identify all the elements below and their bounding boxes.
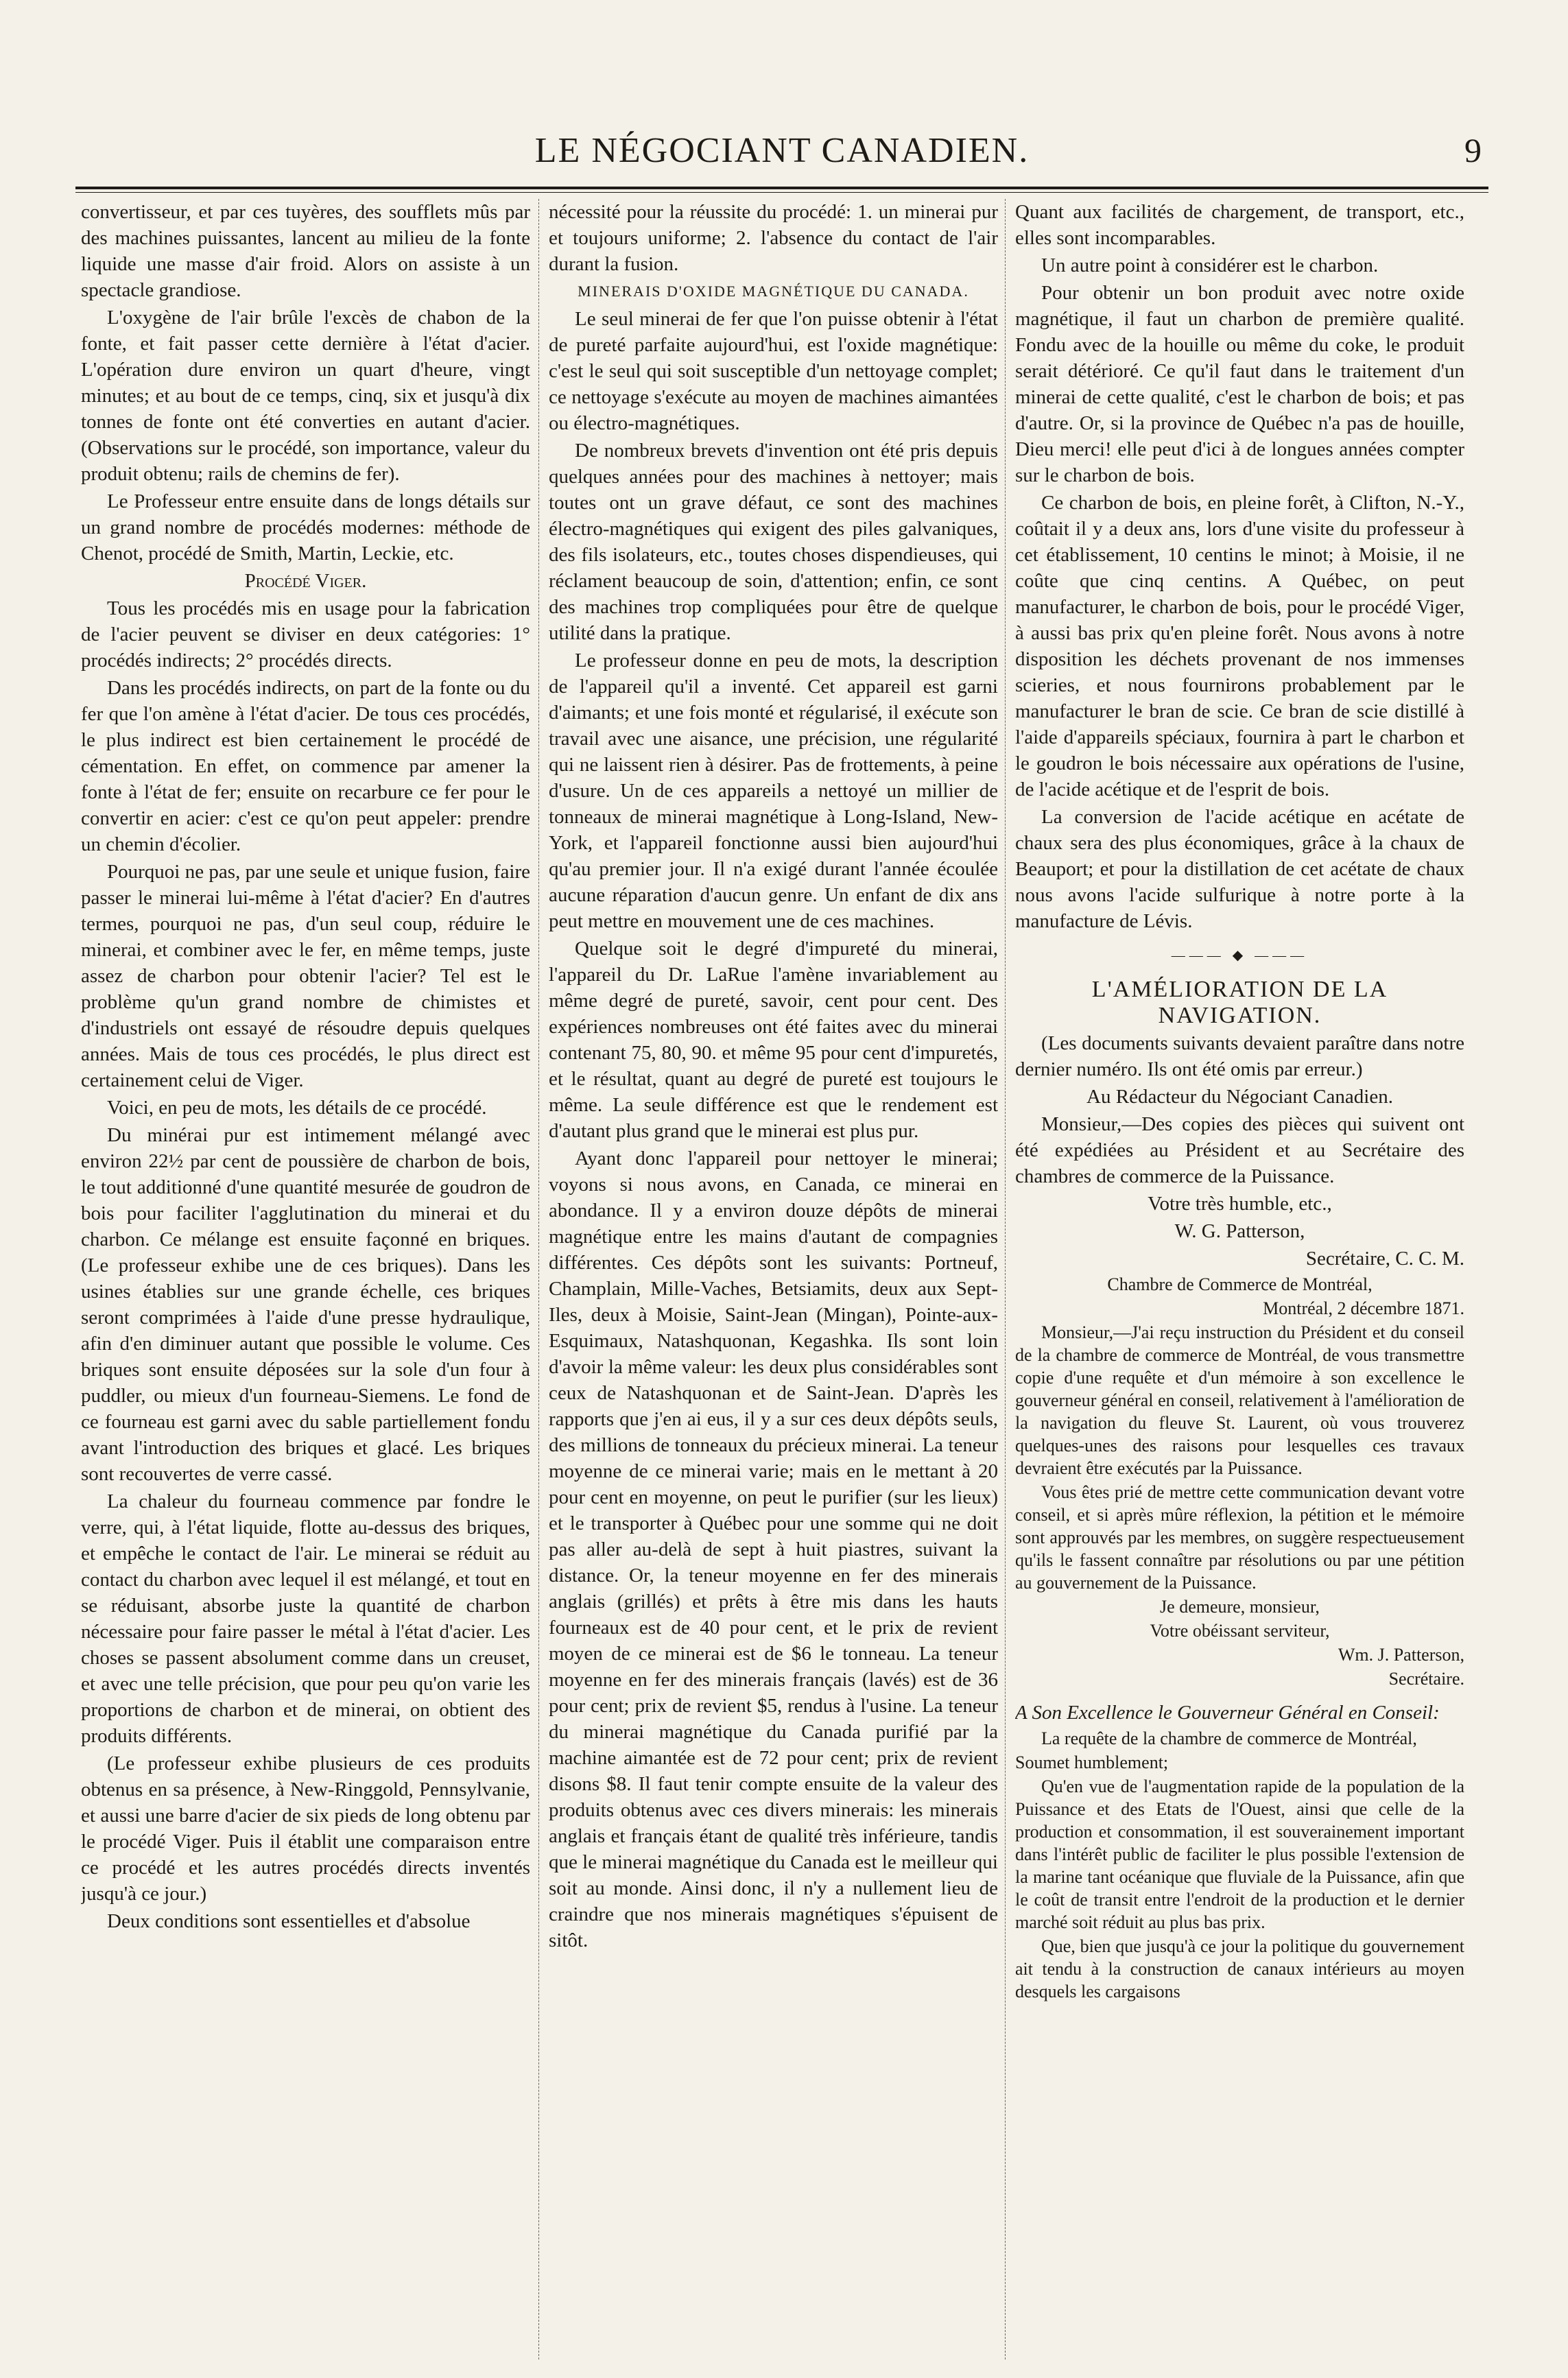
letter-signer-title: Secrétaire.	[1388, 1669, 1464, 1689]
page-number: 9	[1464, 131, 1482, 169]
petition-text: La requête de la chambre de commerce de Montréal,	[1041, 1728, 1417, 1748]
ornamental-divider: ——— ◆ ———	[1171, 948, 1309, 963]
petition-heading: Soumet humblement;	[1015, 1752, 1169, 1772]
paragraph: Deux conditions sont essentielles et d'absolue	[107, 1910, 471, 1932]
masthead-rule-thin	[75, 192, 1488, 193]
column-2	[549, 199, 998, 2359]
paragraph: L'oxygène de l'air brûle l'excès de chabon de la fonte, et fait passer cette dernière à l'état d'acier. L'opération dure environ un quart d'heure, vingt minutes; et au bout de ce temps, cinq, six et jusqu'à dix tonnes de fonte ont été converties en autant d'acier. (Observations sur le procédé, son importance, valeur du produit obtenu; rails de chemins de fer).	[81, 307, 530, 485]
letter-signer: Wm. J. Patterson,	[1338, 1645, 1464, 1665]
paragraph: Le Professeur entre ensuite dans de longs détails sur un grand nombre de procédés modernes: méthode de Chenot, procédé de Smith, Martin, Leckie, etc.	[81, 490, 530, 564]
letter-place: Chambre de Commerce de Montréal,	[1107, 1274, 1373, 1294]
letter-address: Au Rédacteur du Négociant Canadien.	[1086, 1086, 1393, 1108]
paragraph: La chaleur du fourneau commence par fondre le verre, qui, à l'état liquide, flotte au-dessus des briques, et empêche le contact de l'air. Le minerai se réduit au contact du charbon avec lequel il est mélangé, et tout en se réduisant, absorbe juste la quantité de charbon nécessaire pour faire passer le métal à l'état d'acier. Les choses se passent absolument comme dans un creuset, et avec une telle précision, que pour peu qu'on varie les proportions de charbon et de minerai, on obtient des produits différents.	[81, 1490, 530, 1747]
newspaper-title: LE NÉGOCIANT CANADIEN.	[534, 131, 1030, 170]
paragraph: Quant aux facilités de chargement, de transport, etc., elles sont incomparables.	[1015, 201, 1464, 249]
editor-note: (Les documents suivants devaient paraître dans notre dernier numéro. Ils ont été omis par erreur.)	[1015, 1032, 1464, 1080]
letter-closing: Votre obéissant serviteur,	[1150, 1621, 1330, 1641]
paragraph: nécessité pour la réussite du procédé: 1. un minerai pur et toujours uniforme; 2. l'absence du contact de l'air durant la fusion.	[549, 201, 998, 275]
letter-closing: Votre très humble, etc.,	[1148, 1193, 1332, 1215]
paragraph: La conversion de l'acide acétique en acétate de chaux sera des plus économiques, grâce à la chaux de Beauport; et pour la distillation de cet acétate de chaux nous avons l'acide sulfurique à notre porte à la manufacture de Lévis.	[1015, 806, 1464, 932]
petition-text: Que, bien que jusqu'à ce jour la politique du gouvernement ait tendu à la construction de canaux intérieurs au moyen desquels les cargaisons	[1015, 1936, 1464, 2001]
column-1	[81, 199, 530, 2359]
letter-body: Monsieur,—J'ai reçu instruction du Président et du conseil de la chambre de commerce de Montréal, de vous transmettre copie d'une requête et d'un mémoire à son excellence le gouverneur général en conseil, relativement à l'amélioration de la navigation du fleuve St. Laurent, où vous trouverez quelques-unes des raisons pour lesquelles ces travaux devraient être exécutés par la Puissance.	[1015, 1322, 1464, 1478]
letter-date: Montréal, 2 décembre 1871.	[1263, 1298, 1464, 1318]
paragraph: (Le professeur exhibe plusieurs de ces produits obtenus en sa présence, à New-Ringgold, Pennsylvanie, et aussi une barre d'acier de six pieds de long obtenu par le procédé Viger. Puis il établit une comparaison entre ce procédé et les autres procédés directs inventés jusqu'à ce jour.)	[81, 1752, 530, 1905]
section-title: L'AMÉLIORATION DE LA NAVIGATION.	[1091, 977, 1388, 1028]
petition-address: A Son Excellence le Gouverneur Général en Conseil:	[1015, 1702, 1440, 1724]
paragraph: Dans les procédés indirects, on part de la fonte ou du fer que l'on amène à l'état d'acier. De tous ces procédés, le plus indirect est bien certainement le procédé de cémentation. En effet, on commence par amener la fonte à l'état de fer; ensuite on recarbure ce fer pour le convertir en acier: c'est ce qu'on peut appeler: prendre un chemin d'écolier.	[81, 677, 530, 855]
paragraph: convertisseur, et par ces tuyères, des soufflets mûs par des machines puissantes, lancent au milieu de la fonte liquide une masse d'air froid. Alors on assiste à un spectacle grandiose.	[81, 201, 530, 301]
column-divider	[1005, 199, 1006, 2359]
section-heading: MINERAIS D'OXIDE MAGNÉTIQUE DU CANADA.	[578, 283, 969, 300]
column-3	[1015, 199, 1464, 2359]
letter-signer-title: Secrétaire, C. C. M.	[1305, 1248, 1464, 1270]
letter-body: Monsieur,—Des copies des pièces qui suivent ont été expédiées au Président et au Secrétaire des chambres de commerce de la Puissance.	[1015, 1113, 1464, 1187]
paragraph: Pourquoi ne pas, par une seule et unique fusion, faire passer le minerai lui-même à l'état d'acier? En d'autres termes, pourquoi ne pas, d'un seul coup, réduire le minerai, et combiner avec le fer, en même temps, juste assez de charbon pour obtenir l'acier? Tel est le problème qu'un grand nombre de chimistes et d'industriels ont essayé de résoudre depuis quelques années. Mais de tous ces procédés, le plus direct est certainement celui de Viger.	[81, 861, 530, 1091]
masthead	[75, 130, 1488, 185]
paragraph: Du minérai pur est intimement mélangé avec environ 22½ par cent de poussière de charbon de bois, le tout additionné d'une quantité mesurée de goudron de bois pour faciliter l'agglutination du minerai et du charbon. Ce mélange est ensuite façonné en briques. (Le professeur exhibe une de ces briques). Dans les usines établies sur une grande échelle, ces briques seront comprimées à l'aide d'une presse hydraulique, afin d'en diminuer autant que possible le volume. Ces briques sont ensuite déposées sur la sole d'un four à puddler, ou mieux d'un fourneau-Siemens. Le fond de ce fourneau est garni avec du sable partiellement fondu avant l'introduction des briques et glacé. Les briques sont recouvertes de verre cassé.	[81, 1124, 530, 1485]
letter-closing: Je demeure, monsieur,	[1160, 1597, 1320, 1617]
paragraph: Ce charbon de bois, en pleine forêt, à Clifton, N.-Y., coûtait il y a deux ans, lors d'une visite du professeur à cet établissement, 10 centins le minot; à Moisie, il ne coûte que cinq centins. A Québec, on peut manufacturer, le charbon de bois, pour le procédé Viger, à aussi bas prix qu'en pleine forêt. Nous avons à notre disposition les déchets provenant de nos immenses scieries, et nous fournirons probablement par le manufacturer le bran de scie. Ce bran de scie distillé à l'aide d'appareils spéciaux, fournira à part le charbon et le goudron le bois nécessaire aux opérations de l'usine, de l'acide acétique et de l'esprit de bois.	[1015, 492, 1464, 800]
paragraph: Quelque soit le degré d'impureté du minerai, l'appareil du Dr. LaRue l'amène invariablement au même degré de pureté, savoir, cent pour cent. Des expériences nombreuses ont été faites avec du minerai contenant 75, 80, 90. et même 95 pour cent d'impuretés, et le résultat, quant au degré de pureté est toujours le même. La seule différence est que le rendement est d'autant plus grand que le minerai est plus pur.	[549, 938, 998, 1142]
column-divider	[538, 199, 539, 2359]
paragraph: De nombreux brevets d'invention ont été pris depuis quelques années pour des machines à nettoyer; mais toutes ont un grave défaut, ce sont des machines électro-magnétiques qui exigent des piles galvaniques, des fils isolateurs, etc., toutes choses dispendieuses, qui réclament beaucoup de soin, d'attention; enfin, ce sont des machines trop compliquées pour être de quelque utilité dans la pratique.	[549, 440, 998, 644]
letter-signer: W. G. Patterson,	[1174, 1220, 1305, 1242]
paragraph: Le seul minerai de fer que l'on puisse obtenir à l'état de pureté parfaite aujourd'hui, est l'oxide magnétique: c'est le seul qui soit susceptible d'un nettoyage complet; ce nettoyage s'exécute au moyen de machines aimantées ou électro-magnétiques.	[549, 308, 998, 434]
paragraph: Tous les procédés mis en usage pour la fabrication de l'acier peuvent se diviser en deux catégories: 1° procédés indirects; 2° procédés directs.	[81, 597, 530, 671]
subheading: Procédé Viger.	[244, 570, 367, 592]
letter-body: Vous êtes prié de mettre cette communication devant votre conseil, et si après mûre réflexion, la pétition et le mémoire sont approuvés par les membres, on suggère respectueusement qu'ils le fassent connaître par résolutions ou par une pétition au gouvernement de la Puissance.	[1015, 1482, 1464, 1593]
paragraph: Voici, en peu de mots, les détails de ce procédé.	[107, 1097, 487, 1119]
paragraph: Le professeur donne en peu de mots, la description de l'appareil qu'il a inventé. Cet appareil est garni d'aimants; et une fois monté et régularisé, il exécute son travail avec une aisance, une précision, une régularité qui ne laissent rien à désirer. Pas de frottements, à peine d'usure. Un de ces appareils a nettoyé un millier de tonneaux de minerai magnétique à Long-Island, New-York, et l'appareil fonctionne aussi bien aujourd'hui qu'au premier jour. Il n'a exigé durant l'année écoulée aucune réparation d'aucun genre. Un enfant de dix ans peut mettre en mouvement une de ces machines.	[549, 650, 998, 932]
masthead-rule	[75, 187, 1488, 189]
paragraph: Pour obtenir un bon produit avec notre oxide magnétique, il faut un charbon de première qualité. Fondu avec de la houille ou même du coke, le produit serait détérioré. Ce qu'il faut dans le traitement d'un minerai de cette qualité, c'est le charbon de bois; et pas d'autre. Or, si la province de Québec n'a pas de houille, Dieu merci! elle peut d'ici à de longues années compter sur le charbon de bois.	[1015, 282, 1464, 486]
paragraph: Ayant donc l'appareil pour nettoyer le minerai; voyons si nous avons, en Canada, ce minerai en abondance. Il y a environ douze dépôts de minerai magnétique entre les mains d'autant de compagnies différentes. Ces dépôts sont les suivants: Portneuf, Champlain, Mille-Vaches, Betsiamits, deux aux Sept-Iles, deux à Moisie, Saint-Jean (Mingan), Pointe-aux-Esquimaux, Natashquonan, Kegashka. Ils sont loin d'avoir la même valeur: les deux plus considérables sont ceux de Natashquonan et de Saint-Jean. D'après les rapports que j'en ai eus, il y a sur ces deux dépôts seuls, des millions de tonneaux du précieux minerai. La teneur moyenne de ce minerai varie; mais en le mettant à 20 pour cent en moyenne, on peut le purifier (sur les lieux) et le transporter à Québec pour une somme qui ne doit pas aller au-delà de sept à huit piastres, suivant la distance. Or, la teneur moyenne en fer des minerais anglais (grillés) et prêts à être mis dans les hauts fourneaux est de 40 pour cent, et le prix de revient moyen de ce minerai est de $6 le tonneau. La teneur moyenne en fer des minerais français (lavés) est de 36 pour cent; prix de revient $5, rendus à l'usine. La teneur du minerai magnétique du Canada purifié par la machine aimantée est de 72 pour cent; prix de revient disons $8. Il faut tenir compte ensuite de la valeur des produits obtenus avec ces divers minerais: les minerais anglais et français étant de qualité très inférieure, tandis que le minerai magnétique du Canada est le meilleur qui soit au monde. Ainsi donc, il n'y a nullement lieu de craindre que nos minerais magnétiques s'épuisent de sitôt.	[549, 1148, 998, 1951]
paragraph: Un autre point à considérer est le charbon.	[1041, 254, 1379, 276]
petition-text: Qu'en vue de l'augmentation rapide de la population de la Puissance et des Etats de l'Ouest, ainsi que celle de la production et consommation, il est souverainement important dans l'intérêt public de faciliter le plus possible l'extension de la marine tant océanique que fluviale de la Puissance, afin que le coût de transit entre l'endroit de la production et le dernier marché soit réduit au plus bas prix.	[1015, 1776, 1464, 1932]
